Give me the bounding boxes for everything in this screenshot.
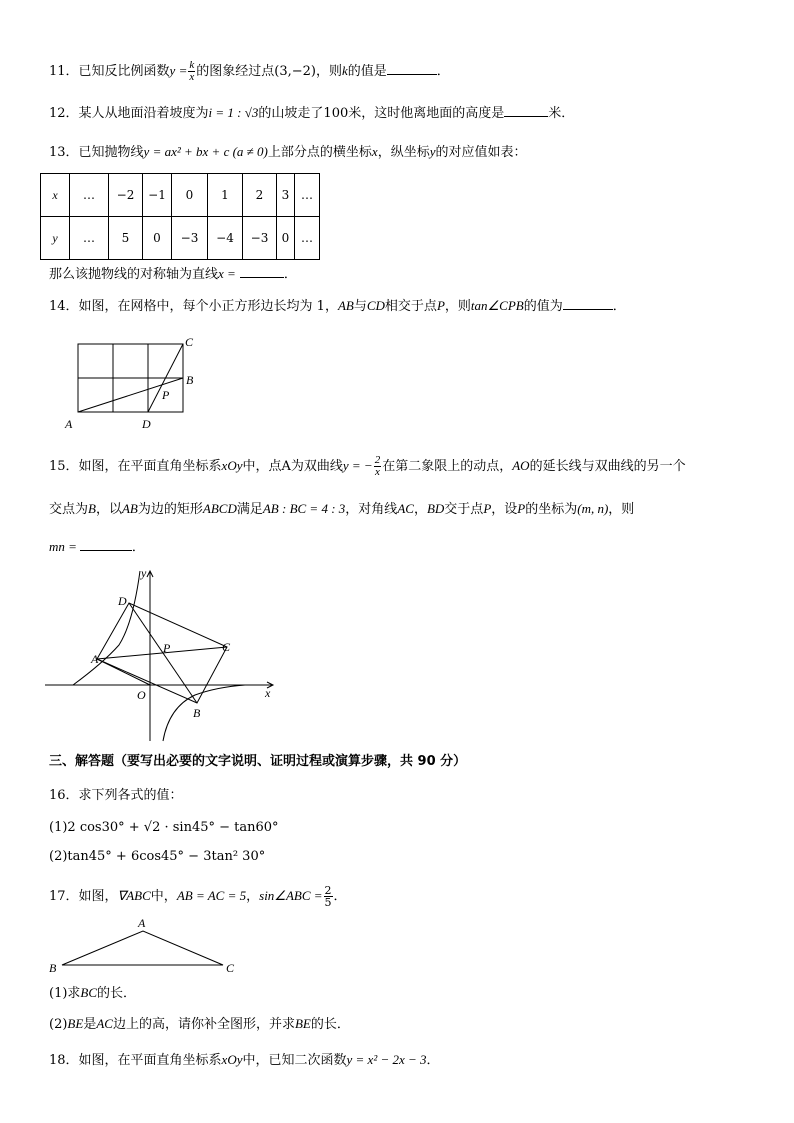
question-15-line2: 交点为B，以AB为边的矩形ABCD满足AB : BC = 4 : 3，对角线AC，BD交于点P，设P的坐标为(m, n)，则 [49, 501, 635, 517]
q17-fraction: $\frac{2}{5}$ [324, 884, 332, 909]
q14-grid-figure [58, 332, 208, 432]
diagonal-ac [97, 647, 227, 659]
section-3-heading: 三、解答题（要写出必要的文字说明、证明过程或演算步骤，共 90 分） [49, 754, 467, 769]
q18-equation: y = x² − 2x − 3 [346, 1052, 427, 1067]
q17-triangle-figure [45, 915, 245, 977]
table-row-x: x … −2 −1 0 1 2 3 … [41, 174, 320, 217]
q11-y-equals: y = [169, 63, 188, 78]
answer-blank[interactable] [504, 103, 548, 117]
label-d: D [142, 417, 151, 431]
q16-part-2: (2)tan45° + 6cos45° − 3tan² 30° [49, 849, 266, 864]
label-b: B [186, 373, 194, 387]
question-17: 17．如图，∇ABC中，AB = AC = 5，sin∠ABC = $\frac{2}{5}$ ． [49, 884, 347, 909]
q13-followup: 那么该抛物线的对称轴为直线x = ． [49, 266, 297, 282]
segment-ao [97, 659, 150, 685]
q12-slope: i = 1 : √3 [208, 105, 259, 120]
triangle-abc [62, 931, 223, 965]
label-y: y [141, 566, 147, 580]
q11-point: (3,−2) [274, 64, 316, 79]
label-b: B [193, 706, 201, 720]
label-a: A [65, 417, 73, 431]
hyperbola-branch-2 [73, 571, 140, 685]
table-row-y: y … 5 0 −3 −4 −3 0 … [41, 217, 320, 260]
q15-hyperbola-figure [45, 563, 285, 743]
question-12: 12．某人从地面沿着坡度为i = 1 : √3的山坡走了100米，这时他离地面的高度是 米． [49, 105, 575, 121]
label-b: B [49, 961, 57, 975]
question-13: 13．已知抛物线y = ax² + bx + c (a ≠ 0)上部分点的横坐标x，纵坐标y的对应值如表： [49, 144, 527, 160]
label-c: C [185, 335, 194, 349]
q16-part-1: (1)2 cos30° + √2 · sin45° − tan60° [49, 820, 279, 835]
question-15: 15．如图，在平面直角坐标系xOy中，点A为双曲线y = − $\frac{2}{x}$ 在第二象限上的动点，AO的延长线与双曲线的另一个 [49, 454, 686, 478]
q11-fraction: $\frac{k}{x}$ [189, 59, 195, 83]
label-a: A [91, 652, 99, 666]
label-x: x [265, 686, 271, 700]
answer-blank[interactable] [563, 296, 613, 310]
question-16: 16．求下列各式的值： [49, 788, 183, 803]
answer-blank[interactable] [387, 61, 437, 75]
question-11: 11．已知反比例函数y = $\frac{k}{x}$ 的图象经过点(3,−2)，则k的值是 ． [49, 59, 450, 83]
question-18: 18．如图，在平面直角坐标系xOy中，已知二次函数y = x² − 2x − 3． [49, 1052, 440, 1068]
q17-part-2: (2)BE是AC边上的高，请你补全图形，并求BE的长． [49, 1016, 350, 1032]
question-14: 14．如图，在网格中，每个小正方形边长均为 1，AB与CD相交于点P，则tan∠CPB的值为 ． [49, 298, 626, 314]
question-15-line3: mn = ． [49, 539, 145, 555]
q17-part-1: (1)求BC的长． [49, 985, 137, 1001]
answer-blank[interactable] [80, 537, 132, 551]
q15-fraction: $\frac{2}{x}$ [374, 454, 381, 478]
label-c: C [222, 640, 231, 654]
q13-equation: y = ax² + bx + c (a ≠ 0) [143, 144, 268, 159]
label-c: C [226, 961, 235, 975]
q13-value-table [40, 173, 320, 260]
label-o: O [137, 688, 146, 702]
label-d: D [118, 594, 127, 608]
answer-blank[interactable] [240, 264, 284, 278]
label-p: P [162, 388, 170, 402]
label-p: P [163, 641, 171, 655]
label-a: A [138, 916, 146, 930]
